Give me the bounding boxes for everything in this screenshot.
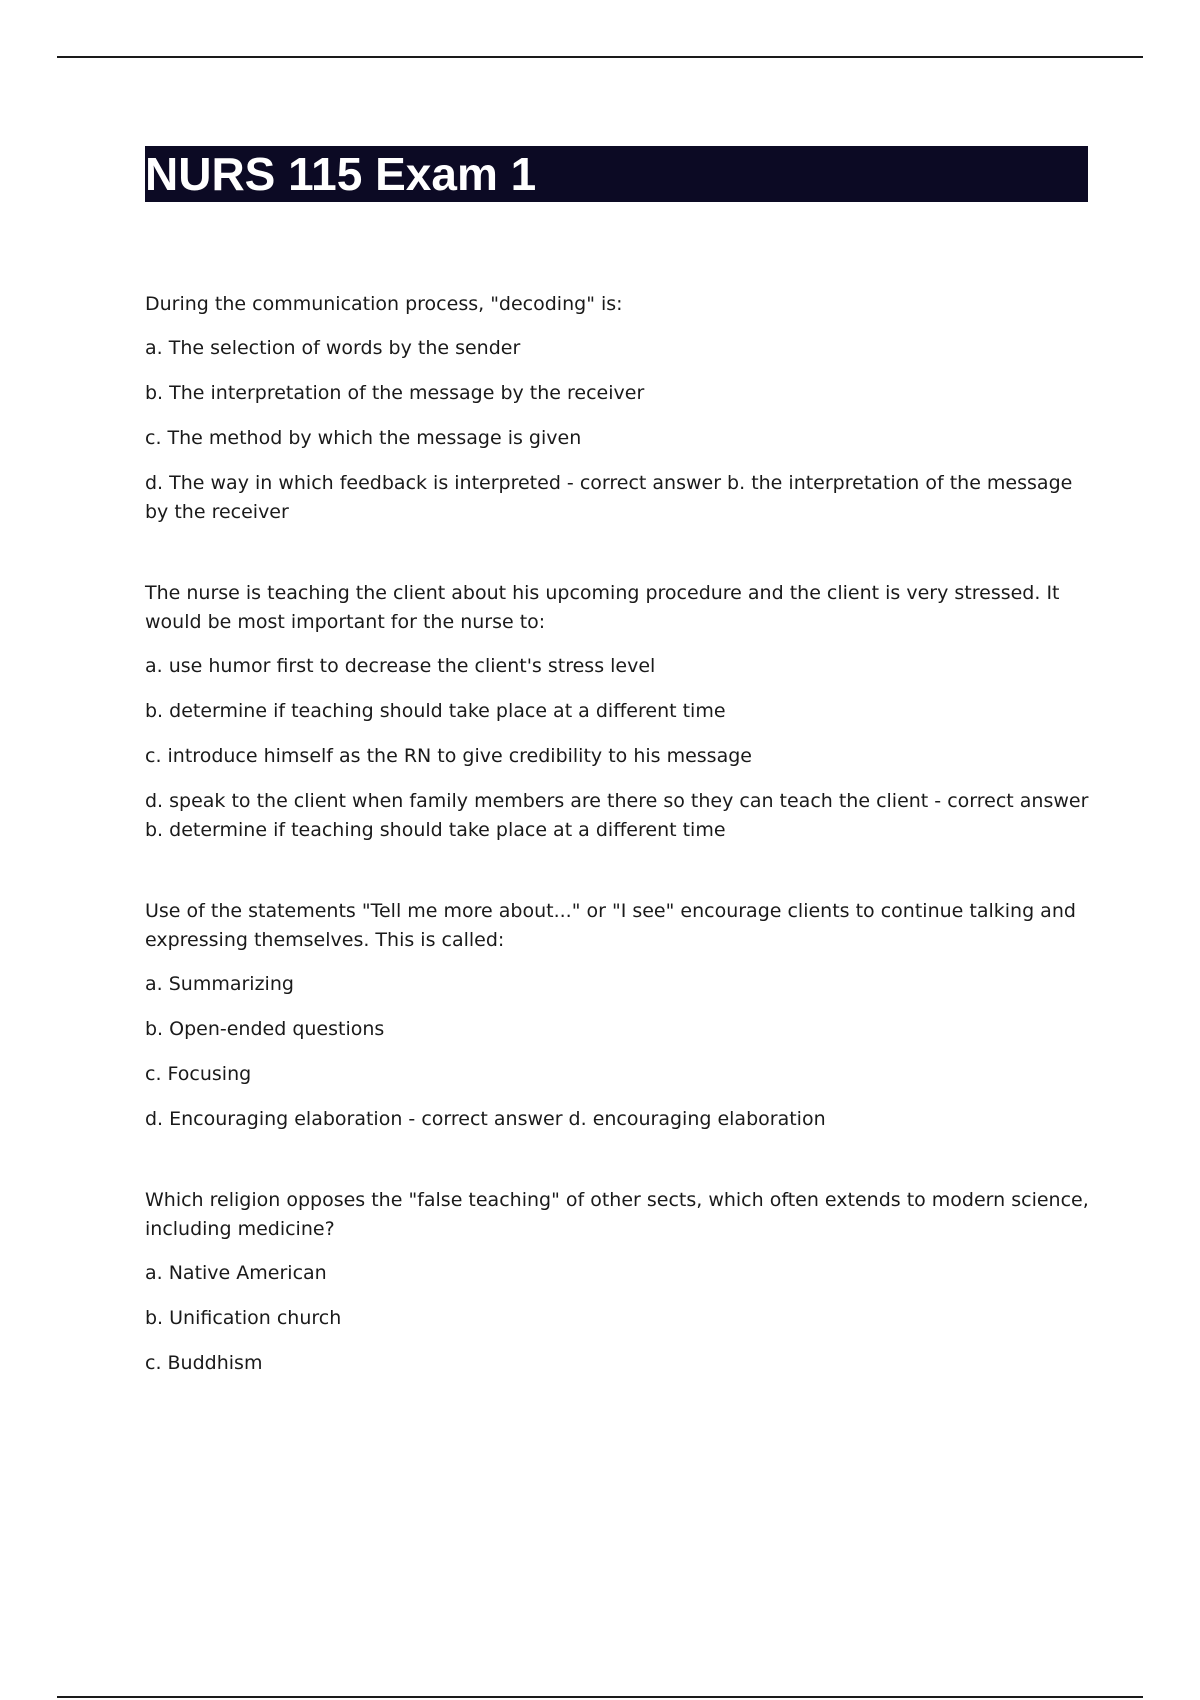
answer-option-a: a. The selection of words by the sender bbox=[145, 337, 521, 359]
answer-option-b: b. Open-ended questions bbox=[145, 1018, 385, 1040]
question-stem: Which religion opposes the "false teaching" of other sects, which often extends to modern science, including medicine? bbox=[145, 1189, 1089, 1240]
answer-option-b: b. Unification church bbox=[145, 1307, 342, 1329]
footer-rule bbox=[57, 1696, 1143, 1698]
answer-option-d: d. Encouraging elaboration - correct answer d. encouraging elaboration bbox=[145, 1108, 826, 1130]
question-stem: During the communication process, "decoding" is: bbox=[145, 293, 623, 315]
question-1 bbox=[145, 290, 1095, 527]
document-body bbox=[145, 290, 1095, 1430]
answer-option-a: a. Native American bbox=[145, 1262, 327, 1284]
answer-option-a: a. Summarizing bbox=[145, 973, 294, 995]
answer-option-c: c. The method by which the message is given bbox=[145, 427, 582, 449]
answer-option-d: d. The way in which feedback is interpreted - correct answer b. the interpretation of the message by the receiver bbox=[145, 472, 1073, 523]
header-rule bbox=[57, 56, 1143, 58]
title-banner bbox=[145, 146, 1088, 202]
answer-option-c: c. Focusing bbox=[145, 1063, 252, 1085]
answer-option-b: b. The interpretation of the message by the receiver bbox=[145, 382, 645, 404]
answer-option-c: c. Buddhism bbox=[145, 1352, 263, 1374]
answer-option-c: c. introduce himself as the RN to give credibility to his message bbox=[145, 745, 752, 767]
question-stem: Use of the statements "Tell me more about..." or "I see" encourage clients to continue talking and expressing themselves. This is called: bbox=[145, 900, 1076, 951]
question-3 bbox=[145, 897, 1095, 1134]
answer-option-d: d. speak to the client when family members are there so they can teach the client - correct answer b. determine if teaching should take place at a different time bbox=[145, 790, 1089, 841]
question-2 bbox=[145, 579, 1095, 845]
question-stem: The nurse is teaching the client about his upcoming procedure and the client is very stressed. It would be most important for the nurse to: bbox=[145, 582, 1060, 633]
document-title: NURS 115 Exam 1 bbox=[145, 148, 537, 200]
answer-option-a: a. use humor first to decrease the client's stress level bbox=[145, 655, 656, 677]
answer-option-b: b. determine if teaching should take place at a different time bbox=[145, 700, 726, 722]
question-4 bbox=[145, 1186, 1095, 1378]
